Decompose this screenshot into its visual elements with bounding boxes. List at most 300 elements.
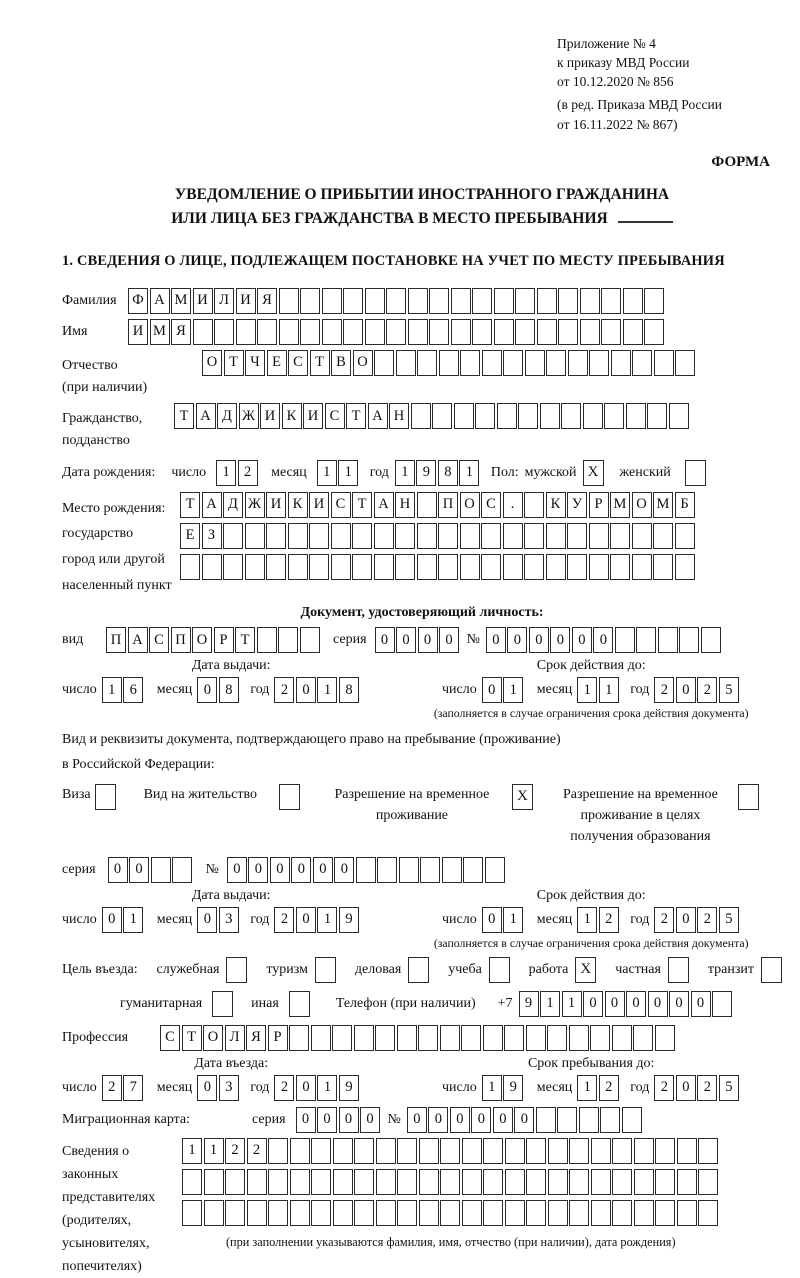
char-box[interactable] <box>567 554 587 580</box>
char-box[interactable]: 2 <box>697 1075 717 1101</box>
char-box[interactable] <box>245 554 265 580</box>
char-box[interactable] <box>223 554 243 580</box>
char-box[interactable] <box>268 1138 288 1164</box>
char-box[interactable] <box>225 1200 245 1226</box>
char-box[interactable]: 1 <box>540 991 560 1017</box>
char-box[interactable] <box>677 1169 697 1195</box>
char-box[interactable]: А <box>150 288 170 314</box>
char-box[interactable]: 1 <box>123 907 143 933</box>
humanitarian-checkbox[interactable] <box>212 991 233 1017</box>
char-box[interactable] <box>417 554 437 580</box>
char-box[interactable] <box>654 350 674 376</box>
char-box[interactable] <box>698 1200 718 1226</box>
char-box[interactable] <box>376 1200 396 1226</box>
char-box[interactable]: С <box>331 492 351 518</box>
char-box[interactable] <box>600 1107 620 1133</box>
char-box[interactable] <box>417 350 437 376</box>
char-box[interactable] <box>536 1107 556 1133</box>
char-box[interactable] <box>483 1200 503 1226</box>
char-box[interactable] <box>497 403 517 429</box>
char-box[interactable]: 3 <box>219 1075 239 1101</box>
char-box[interactable]: 0 <box>296 1107 316 1133</box>
char-box[interactable]: 0 <box>197 677 217 703</box>
char-box[interactable] <box>610 554 630 580</box>
char-box[interactable]: К <box>288 492 308 518</box>
char-box[interactable] <box>611 350 631 376</box>
official-checkbox[interactable] <box>226 957 247 983</box>
char-box[interactable]: О <box>460 492 480 518</box>
char-box[interactable] <box>548 1200 568 1226</box>
char-box[interactable] <box>481 523 501 549</box>
char-box[interactable] <box>601 319 621 345</box>
char-box[interactable]: Т <box>224 350 244 376</box>
char-box[interactable] <box>333 1169 353 1195</box>
char-box[interactable]: 0 <box>676 677 696 703</box>
char-box[interactable] <box>626 403 646 429</box>
char-box[interactable]: 9 <box>339 1075 359 1101</box>
char-box[interactable]: 0 <box>296 677 316 703</box>
char-box[interactable] <box>268 1200 288 1226</box>
char-box[interactable] <box>579 1107 599 1133</box>
char-box[interactable] <box>526 1169 546 1195</box>
char-box[interactable]: 1 <box>317 907 337 933</box>
char-box[interactable]: И <box>128 319 148 345</box>
char-box[interactable] <box>397 1025 417 1051</box>
char-box[interactable] <box>634 1169 654 1195</box>
char-box[interactable]: Ф <box>128 288 148 314</box>
char-box[interactable] <box>442 857 462 883</box>
char-box[interactable]: 0 <box>507 627 527 653</box>
char-box[interactable] <box>633 1025 653 1051</box>
char-box[interactable] <box>463 857 483 883</box>
char-box[interactable]: 1 <box>459 460 479 486</box>
char-box[interactable] <box>411 403 431 429</box>
char-box[interactable]: 1 <box>204 1138 224 1164</box>
tourism-checkbox[interactable] <box>315 957 336 983</box>
char-box[interactable]: Д <box>217 403 237 429</box>
char-box[interactable] <box>288 523 308 549</box>
char-box[interactable]: 2 <box>654 1075 674 1101</box>
char-box[interactable] <box>419 1200 439 1226</box>
char-box[interactable] <box>612 1025 632 1051</box>
char-box[interactable]: 0 <box>583 991 603 1017</box>
char-box[interactable] <box>290 1200 310 1226</box>
work-checkbox[interactable]: X <box>575 957 596 983</box>
char-box[interactable]: 1 <box>599 677 619 703</box>
residence-permit-checkbox[interactable] <box>279 784 300 810</box>
char-box[interactable]: 3 <box>219 907 239 933</box>
char-box[interactable] <box>653 523 673 549</box>
char-box[interactable]: 1 <box>216 460 236 486</box>
char-box[interactable] <box>438 523 458 549</box>
char-box[interactable]: 9 <box>416 460 436 486</box>
char-box[interactable] <box>483 1025 503 1051</box>
char-box[interactable]: Б <box>675 492 695 518</box>
char-box[interactable]: 0 <box>375 627 395 653</box>
char-box[interactable] <box>518 403 538 429</box>
char-box[interactable]: 0 <box>691 991 711 1017</box>
char-box[interactable]: И <box>193 288 213 314</box>
char-box[interactable] <box>374 523 394 549</box>
char-box[interactable]: 0 <box>676 1075 696 1101</box>
char-box[interactable]: 0 <box>248 857 268 883</box>
char-box[interactable] <box>311 1169 331 1195</box>
char-box[interactable]: Л <box>225 1025 245 1051</box>
char-box[interactable] <box>515 319 535 345</box>
char-box[interactable] <box>454 403 474 429</box>
char-box[interactable] <box>333 1200 353 1226</box>
char-box[interactable]: П <box>106 627 126 653</box>
char-box[interactable]: 9 <box>503 1075 523 1101</box>
char-box[interactable] <box>526 1138 546 1164</box>
char-box[interactable] <box>279 319 299 345</box>
char-box[interactable] <box>675 523 695 549</box>
char-box[interactable]: 2 <box>102 1075 122 1101</box>
char-box[interactable] <box>526 1200 546 1226</box>
char-box[interactable]: 0 <box>482 677 502 703</box>
char-box[interactable] <box>257 319 277 345</box>
char-box[interactable]: М <box>171 288 191 314</box>
other-checkbox[interactable] <box>289 991 310 1017</box>
char-box[interactable]: О <box>203 1025 223 1051</box>
char-box[interactable]: П <box>171 627 191 653</box>
char-box[interactable]: 0 <box>296 907 316 933</box>
char-box[interactable] <box>568 350 588 376</box>
char-box[interactable]: И <box>303 403 323 429</box>
char-box[interactable]: 0 <box>439 627 459 653</box>
char-box[interactable] <box>698 1138 718 1164</box>
char-box[interactable] <box>524 523 544 549</box>
char-box[interactable]: К <box>282 403 302 429</box>
char-box[interactable] <box>548 1169 568 1195</box>
char-box[interactable] <box>417 492 437 518</box>
char-box[interactable] <box>440 1169 460 1195</box>
char-box[interactable] <box>612 1138 632 1164</box>
char-box[interactable]: 8 <box>438 460 458 486</box>
char-box[interactable] <box>204 1169 224 1195</box>
char-box[interactable] <box>483 1138 503 1164</box>
char-box[interactable]: 0 <box>102 907 122 933</box>
char-box[interactable] <box>677 1200 697 1226</box>
char-box[interactable] <box>451 288 471 314</box>
char-box[interactable] <box>397 1169 417 1195</box>
char-box[interactable]: 0 <box>313 857 333 883</box>
char-box[interactable] <box>193 319 213 345</box>
char-box[interactable] <box>569 1200 589 1226</box>
char-box[interactable] <box>419 1169 439 1195</box>
char-box[interactable]: 0 <box>529 627 549 653</box>
char-box[interactable] <box>257 627 277 653</box>
char-box[interactable] <box>634 1200 654 1226</box>
char-box[interactable] <box>408 288 428 314</box>
char-box[interactable]: 8 <box>219 677 239 703</box>
char-box[interactable] <box>354 1200 374 1226</box>
char-box[interactable]: Т <box>310 350 330 376</box>
char-box[interactable]: 0 <box>676 907 696 933</box>
char-box[interactable] <box>677 1138 697 1164</box>
char-box[interactable]: Т <box>235 627 255 653</box>
char-box[interactable] <box>622 1107 642 1133</box>
char-box[interactable] <box>589 350 609 376</box>
char-box[interactable]: Т <box>346 403 366 429</box>
char-box[interactable]: 1 <box>577 1075 597 1101</box>
char-box[interactable] <box>481 554 501 580</box>
char-box[interactable]: Р <box>268 1025 288 1051</box>
char-box[interactable] <box>386 288 406 314</box>
char-box[interactable] <box>557 1107 577 1133</box>
char-box[interactable]: Ж <box>245 492 265 518</box>
char-box[interactable] <box>612 1169 632 1195</box>
char-box[interactable]: Л <box>214 288 234 314</box>
char-box[interactable] <box>569 1025 589 1051</box>
char-box[interactable] <box>376 1138 396 1164</box>
char-box[interactable]: 0 <box>129 857 149 883</box>
char-box[interactable] <box>644 288 664 314</box>
char-box[interactable] <box>429 288 449 314</box>
char-box[interactable]: 0 <box>550 627 570 653</box>
transit-checkbox[interactable] <box>761 957 782 983</box>
char-box[interactable]: 1 <box>317 1075 337 1101</box>
char-box[interactable]: 1 <box>503 907 523 933</box>
char-box[interactable]: И <box>236 288 256 314</box>
char-box[interactable] <box>482 350 502 376</box>
temp-permit-edu-checkbox[interactable] <box>738 784 759 810</box>
char-box[interactable] <box>352 523 372 549</box>
char-box[interactable] <box>561 403 581 429</box>
char-box[interactable]: 1 <box>562 991 582 1017</box>
char-box[interactable] <box>548 1138 568 1164</box>
char-box[interactable] <box>225 1169 245 1195</box>
char-box[interactable] <box>311 1200 331 1226</box>
char-box[interactable] <box>546 350 566 376</box>
char-box[interactable]: 2 <box>247 1138 267 1164</box>
char-box[interactable]: 1 <box>182 1138 202 1164</box>
char-box[interactable] <box>632 350 652 376</box>
char-box[interactable]: 5 <box>719 907 739 933</box>
char-box[interactable]: А <box>202 492 222 518</box>
char-box[interactable] <box>376 1169 396 1195</box>
char-box[interactable] <box>432 403 452 429</box>
char-box[interactable] <box>675 350 695 376</box>
char-box[interactable] <box>679 627 699 653</box>
char-box[interactable] <box>503 523 523 549</box>
char-box[interactable]: 0 <box>197 907 217 933</box>
char-box[interactable]: О <box>202 350 222 376</box>
char-box[interactable]: 0 <box>486 627 506 653</box>
char-box[interactable]: 0 <box>593 627 613 653</box>
char-box[interactable] <box>462 1169 482 1195</box>
char-box[interactable] <box>475 403 495 429</box>
char-box[interactable] <box>505 1138 525 1164</box>
char-box[interactable]: А <box>368 403 388 429</box>
char-box[interactable] <box>701 627 721 653</box>
char-box[interactable]: М <box>653 492 673 518</box>
char-box[interactable] <box>589 554 609 580</box>
char-box[interactable]: 2 <box>274 907 294 933</box>
char-box[interactable] <box>247 1200 267 1226</box>
char-box[interactable] <box>612 1200 632 1226</box>
char-box[interactable] <box>333 1138 353 1164</box>
char-box[interactable] <box>485 857 505 883</box>
char-box[interactable] <box>698 1169 718 1195</box>
char-box[interactable]: Я <box>257 288 277 314</box>
char-box[interactable]: 6 <box>123 677 143 703</box>
char-box[interactable]: 2 <box>238 460 258 486</box>
char-box[interactable] <box>236 319 256 345</box>
char-box[interactable] <box>451 319 471 345</box>
char-box[interactable]: Н <box>389 403 409 429</box>
char-box[interactable] <box>290 1138 310 1164</box>
char-box[interactable] <box>247 1169 267 1195</box>
char-box[interactable] <box>610 523 630 549</box>
char-box[interactable] <box>309 554 329 580</box>
char-box[interactable] <box>438 554 458 580</box>
char-box[interactable]: 0 <box>407 1107 427 1133</box>
char-box[interactable]: 0 <box>317 1107 337 1133</box>
char-box[interactable]: 1 <box>577 907 597 933</box>
char-box[interactable]: 0 <box>360 1107 380 1133</box>
char-box[interactable] <box>460 554 480 580</box>
char-box[interactable] <box>395 554 415 580</box>
char-box[interactable] <box>180 554 200 580</box>
char-box[interactable] <box>505 1200 525 1226</box>
char-box[interactable]: 0 <box>572 627 592 653</box>
char-box[interactable]: 0 <box>514 1107 534 1133</box>
female-checkbox[interactable] <box>685 460 706 486</box>
char-box[interactable] <box>374 350 394 376</box>
char-box[interactable]: 0 <box>669 991 689 1017</box>
char-box[interactable] <box>669 403 689 429</box>
char-box[interactable] <box>245 523 265 549</box>
char-box[interactable]: Н <box>395 492 415 518</box>
char-box[interactable] <box>395 523 415 549</box>
char-box[interactable] <box>268 1169 288 1195</box>
char-box[interactable]: 0 <box>291 857 311 883</box>
char-box[interactable] <box>558 319 578 345</box>
char-box[interactable] <box>343 288 363 314</box>
char-box[interactable]: 1 <box>317 460 337 486</box>
char-box[interactable]: С <box>325 403 345 429</box>
char-box[interactable] <box>591 1200 611 1226</box>
char-box[interactable] <box>375 1025 395 1051</box>
char-box[interactable] <box>483 1169 503 1195</box>
char-box[interactable] <box>396 350 416 376</box>
char-box[interactable] <box>397 1200 417 1226</box>
char-box[interactable]: 9 <box>339 907 359 933</box>
char-box[interactable]: 1 <box>102 677 122 703</box>
char-box[interactable] <box>580 319 600 345</box>
char-box[interactable] <box>503 554 523 580</box>
char-box[interactable]: 8 <box>339 677 359 703</box>
char-box[interactable]: 2 <box>274 677 294 703</box>
char-box[interactable] <box>417 523 437 549</box>
char-box[interactable] <box>634 1138 654 1164</box>
char-box[interactable]: Р <box>589 492 609 518</box>
char-box[interactable]: П <box>438 492 458 518</box>
char-box[interactable]: 1 <box>503 677 523 703</box>
char-box[interactable]: З <box>202 523 222 549</box>
char-box[interactable]: Р <box>214 627 234 653</box>
char-box[interactable]: 0 <box>626 991 646 1017</box>
char-box[interactable] <box>354 1138 374 1164</box>
char-box[interactable] <box>354 1169 374 1195</box>
char-box[interactable] <box>386 319 406 345</box>
char-box[interactable] <box>202 554 222 580</box>
char-box[interactable] <box>419 1138 439 1164</box>
char-box[interactable]: 1 <box>482 1075 502 1101</box>
char-box[interactable] <box>408 319 428 345</box>
char-box[interactable] <box>540 403 560 429</box>
char-box[interactable]: Е <box>180 523 200 549</box>
char-box[interactable] <box>472 288 492 314</box>
char-box[interactable] <box>515 288 535 314</box>
char-box[interactable]: 0 <box>227 857 247 883</box>
char-box[interactable]: 0 <box>428 1107 448 1133</box>
char-box[interactable]: 0 <box>197 1075 217 1101</box>
char-box[interactable] <box>537 319 557 345</box>
char-box[interactable]: И <box>309 492 329 518</box>
char-box[interactable] <box>589 523 609 549</box>
char-box[interactable]: 0 <box>482 907 502 933</box>
char-box[interactable] <box>331 554 351 580</box>
char-box[interactable]: О <box>192 627 212 653</box>
private-checkbox[interactable] <box>668 957 689 983</box>
char-box[interactable]: 0 <box>296 1075 316 1101</box>
char-box[interactable] <box>655 1169 675 1195</box>
char-box[interactable] <box>289 1025 309 1051</box>
char-box[interactable] <box>675 554 695 580</box>
male-checkbox[interactable]: X <box>583 460 604 486</box>
char-box[interactable] <box>546 554 566 580</box>
char-box[interactable] <box>300 319 320 345</box>
char-box[interactable]: 0 <box>493 1107 513 1133</box>
char-box[interactable]: 2 <box>697 677 717 703</box>
char-box[interactable]: 1 <box>317 677 337 703</box>
char-box[interactable] <box>558 288 578 314</box>
char-box[interactable] <box>418 1025 438 1051</box>
char-box[interactable] <box>462 1200 482 1226</box>
char-box[interactable] <box>494 288 514 314</box>
char-box[interactable] <box>399 857 419 883</box>
char-box[interactable] <box>322 319 342 345</box>
char-box[interactable]: Т <box>174 403 194 429</box>
char-box[interactable]: И <box>266 492 286 518</box>
char-box[interactable] <box>204 1200 224 1226</box>
char-box[interactable] <box>214 319 234 345</box>
char-box[interactable]: 0 <box>471 1107 491 1133</box>
char-box[interactable] <box>332 1025 352 1051</box>
char-box[interactable] <box>472 319 492 345</box>
char-box[interactable]: В <box>331 350 351 376</box>
char-box[interactable] <box>504 1025 524 1051</box>
char-box[interactable] <box>604 403 624 429</box>
char-box[interactable] <box>567 523 587 549</box>
char-box[interactable] <box>322 288 342 314</box>
char-box[interactable]: Д <box>223 492 243 518</box>
char-box[interactable]: А <box>374 492 394 518</box>
char-box[interactable] <box>461 1025 481 1051</box>
char-box[interactable]: М <box>150 319 170 345</box>
char-box[interactable]: Т <box>182 1025 202 1051</box>
char-box[interactable]: 2 <box>654 677 674 703</box>
char-box[interactable] <box>439 350 459 376</box>
char-box[interactable]: Я <box>246 1025 266 1051</box>
char-box[interactable] <box>623 288 643 314</box>
study-checkbox[interactable] <box>489 957 510 983</box>
char-box[interactable]: И <box>260 403 280 429</box>
char-box[interactable]: 2 <box>599 907 619 933</box>
char-box[interactable] <box>377 857 397 883</box>
